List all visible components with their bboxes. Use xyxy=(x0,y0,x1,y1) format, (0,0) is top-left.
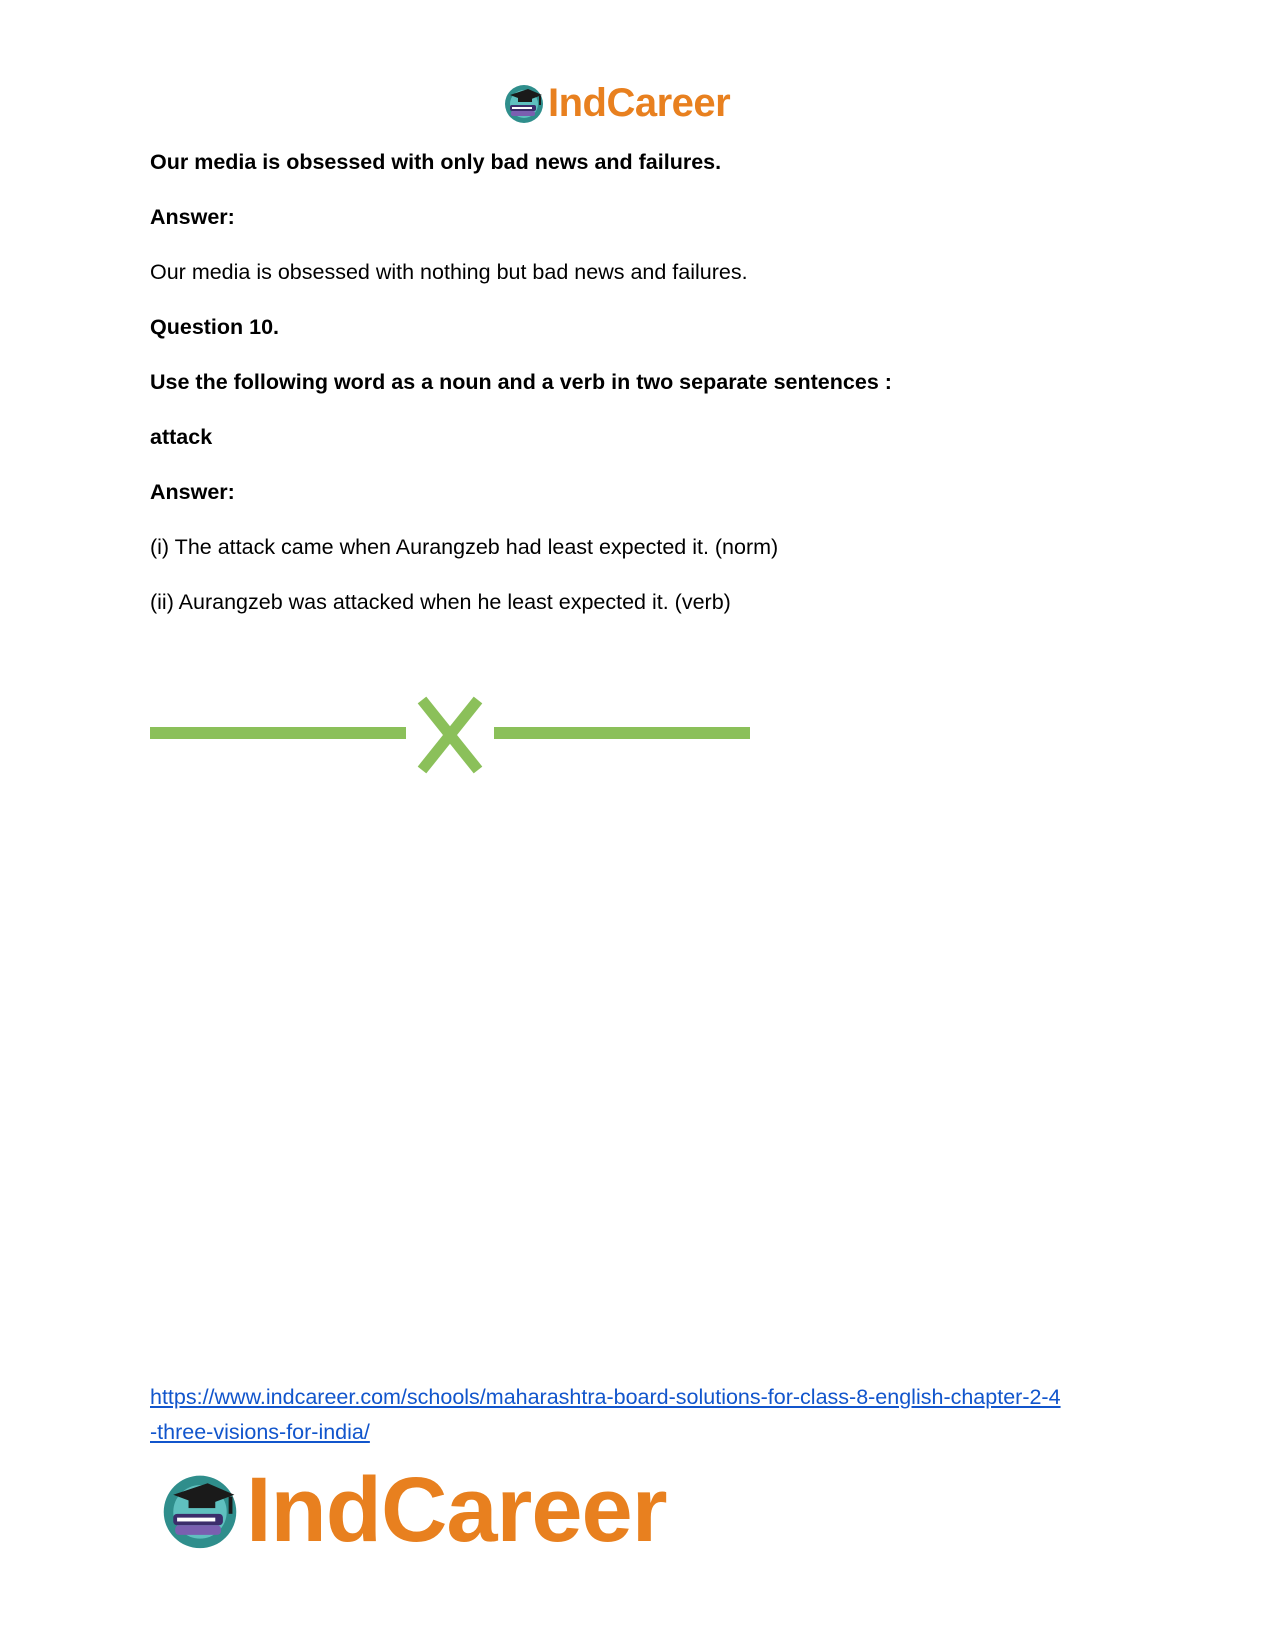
graduation-cap-books-icon xyxy=(502,81,546,125)
answer-item: (i) The attack came when Aurangzeb had least expected it. (norm) xyxy=(150,535,779,559)
url-line-1[interactable]: https://www.indcareer.com/schools/maharashtra-board-solutions-for-class-8-english-chapter-2-4 xyxy=(150,1385,1061,1409)
header-logo xyxy=(502,80,730,126)
answer-label: Answer: xyxy=(150,205,235,229)
statement-heading: Our media is obsessed with only bad news and failures. xyxy=(150,150,722,174)
answer-text: Our media is obsessed with nothing but bad news and failures. xyxy=(150,260,748,284)
section-divider xyxy=(150,695,750,775)
brand-name: IndCareer xyxy=(548,80,731,125)
url-line-2[interactable]: -three-visions-for-india/ xyxy=(150,1420,370,1444)
source-url-link[interactable] xyxy=(150,1380,1130,1450)
footer-logo xyxy=(158,1460,667,1560)
question-word: attack xyxy=(150,425,213,449)
answer-label: Answer: xyxy=(150,480,235,504)
brand-name: IndCareer xyxy=(246,1458,667,1561)
question-prompt: Use the following word as a noun and a verb in two separate sentences : xyxy=(150,370,892,394)
answer-item: (ii) Aurangzeb was attacked when he least expected it. (verb) xyxy=(150,590,731,614)
graduation-cap-books-icon xyxy=(158,1468,242,1552)
question-number: Question 10. xyxy=(150,315,280,339)
